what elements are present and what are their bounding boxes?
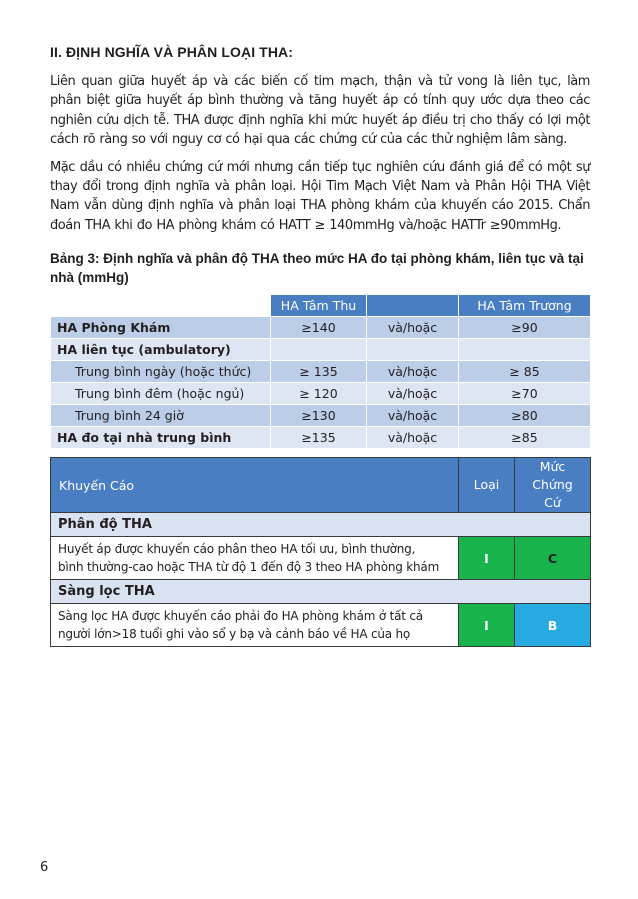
recommendation-row — [51, 537, 591, 580]
systolic-value: ≥ 135 — [271, 361, 367, 383]
row-label: HA đo tại nhà trung bình — [51, 427, 271, 449]
section-row — [51, 580, 591, 604]
row-label: HA liên tục (ambulatory) — [51, 339, 271, 361]
header-systolic: HA Tâm Thu — [271, 295, 367, 317]
recommendation-text — [51, 537, 459, 580]
class-badge: I — [459, 537, 515, 580]
blood-pressure-table — [50, 294, 591, 449]
systolic-value — [271, 339, 367, 361]
paragraph-1: Liên quan giữa huyết áp và các biến cố tim mạch, thận và tử vong là liên tục, làm phân biệt giữa huyết áp bình thường và tăng huyết áp có tính quy ước dựa theo các nghiên cứu dịch tễ. THA được định nghĩa khi mức huyết áp điều trị cho thấy có lợi một cách rõ ràng so với nguy cơ có hại qua các chứng cứ của các thử nghiệm lâm sàng. — [50, 74, 590, 148]
diastolic-value: ≥80 — [459, 405, 591, 427]
recommendation-table — [50, 457, 591, 647]
level-badge: B — [515, 604, 591, 647]
diastolic-value: ≥85 — [459, 427, 591, 449]
header-level-line2: Chứng Cứ — [532, 477, 573, 511]
conjunction — [367, 339, 459, 361]
table-row — [51, 427, 591, 449]
table-row — [51, 361, 591, 383]
section-title: Phân độ THA — [51, 513, 591, 537]
conjunction: và/hoặc — [367, 361, 459, 383]
diastolic-value: ≥ 85 — [459, 361, 591, 383]
header-level-line1: Mức — [539, 459, 566, 475]
table-caption: Bảng 3: Định nghĩa và phân độ THA theo mức HA đo tại phòng khám, liên tục và tại nhà (mmHg) — [50, 251, 584, 286]
section-row — [51, 513, 591, 537]
diastolic-value — [459, 339, 591, 361]
row-label: Trung bình đêm (hoặc ngủ) — [51, 383, 271, 405]
header-class: Loại — [459, 458, 515, 513]
paragraph-2: Mặc dầu có nhiều chứng cứ mới nhưng cần tiếp tục nghiên cứu đánh giá để có một sự thay đổi trong định nghĩa và phân loại. Hội Tim Mạch Việt Nam và Phân Hội THA Việt Nam vẫn dùng định nghĩa và phân loại THA phòng khám của khuyến cáo 2015. Chẩn đoán THA khi đo HA phòng khám có HATT ≥ 140mmHg và/hoặc HATTr ≥90mmHg. — [50, 159, 590, 233]
header-level — [515, 458, 591, 513]
recommendation-text — [51, 604, 459, 647]
systolic-value: ≥ 120 — [271, 383, 367, 405]
table-row — [51, 405, 591, 427]
page-number: 6 — [40, 860, 49, 875]
header-diastolic: HA Tâm Trương — [459, 295, 591, 317]
table-row — [51, 339, 591, 361]
section-heading: II. ĐỊNH NGHĨA VÀ PHÂN LOẠI THA: — [50, 44, 294, 60]
recommendation-row — [51, 604, 591, 647]
header-conjunction — [367, 295, 459, 317]
recommendation-line: người lớn>18 tuổi ghi vào sổ y bạ và cảnh báo về HA của họ — [58, 627, 411, 642]
conjunction: và/hoặc — [367, 427, 459, 449]
recommendation-line: Huyết áp được khuyến cáo phân theo HA tối ưu, bình thường, — [58, 542, 416, 557]
row-label: HA Phòng Khám — [51, 317, 271, 339]
header-blank — [51, 295, 271, 317]
recommendation-line: Sàng lọc HA được khuyến cáo phải đo HA phòng khám ở tất cả — [58, 609, 423, 624]
section-title: Sàng lọc THA — [51, 580, 591, 604]
class-badge: I — [459, 604, 515, 647]
row-label: Trung bình 24 giờ — [51, 405, 271, 427]
systolic-value: ≥130 — [271, 405, 367, 427]
conjunction: và/hoặc — [367, 317, 459, 339]
systolic-value: ≥140 — [271, 317, 367, 339]
conjunction: và/hoặc — [367, 383, 459, 405]
row-label: Trung bình ngày (hoặc thức) — [51, 361, 271, 383]
diastolic-value: ≥90 — [459, 317, 591, 339]
table-row — [51, 383, 591, 405]
recommendation-line: bình thường-cao hoặc THA từ độ 1 đến độ 3 theo HA phòng khám — [58, 560, 440, 575]
systolic-value: ≥135 — [271, 427, 367, 449]
conjunction: và/hoặc — [367, 405, 459, 427]
header-recommendation: Khuyến Cáo — [51, 458, 459, 513]
table-row — [51, 317, 591, 339]
diastolic-value: ≥70 — [459, 383, 591, 405]
level-badge: C — [515, 537, 591, 580]
page-content — [50, 36, 590, 647]
